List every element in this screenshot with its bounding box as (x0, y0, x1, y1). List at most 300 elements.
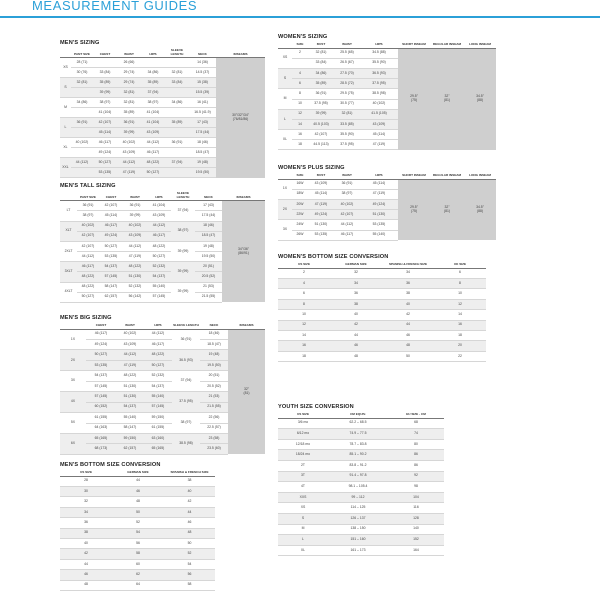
sleeve-cell (165, 128, 189, 138)
hips-cell: 46 (117) (141, 148, 165, 158)
table-row (60, 528, 215, 538)
table-row (278, 299, 486, 309)
chest-cell: 33 (84) (93, 68, 117, 78)
hips-cell: 65 (165) (144, 444, 172, 454)
bust-cell: 35 (89) (308, 79, 334, 89)
table-cell: 3/6 mo (278, 418, 328, 429)
table-cell: 38 (382, 289, 434, 299)
hips-cell: 44 (112) (141, 138, 165, 148)
pant-size-cell (71, 128, 93, 138)
neck-cell: 22 (56) (200, 413, 228, 423)
header-cell: INSEAMS (228, 324, 265, 329)
table-row (60, 58, 265, 68)
chest-cell: 42 (107) (99, 201, 123, 211)
sleeve-cell: 35 (89) (165, 118, 189, 128)
hips-cell: 55 (140) (360, 230, 398, 240)
hips-cell: 46 (117) (144, 340, 172, 350)
table-cell: 56 (112, 538, 164, 548)
chest-cell (93, 58, 117, 68)
bust-cell: 49 (124) (308, 210, 334, 220)
header-cell: EU SIZE - CM (388, 413, 444, 418)
table-cell: 36 (330, 289, 382, 299)
table-row (278, 535, 444, 546)
table-cell: 6 (434, 268, 486, 278)
sleeve-cell: 38.5 (98) (172, 433, 200, 454)
table-cell: 138 – 150 (328, 524, 388, 535)
section-title: WOMEN'S SIZING (278, 34, 328, 40)
table-cell: 28 (60, 476, 112, 486)
chest-cell: 57 (145) (86, 381, 116, 391)
header-cell: HIPS (360, 174, 398, 179)
sleeve-cell: 36.5 (93) (172, 350, 200, 371)
size-label: 2XLT (60, 241, 77, 261)
neck-cell: 20 (51) (200, 371, 228, 381)
header-cell: CHEST (93, 49, 117, 58)
header-cell: SIZE (292, 43, 308, 48)
waist-cell: 44 (112) (117, 158, 141, 168)
hips-cell: 59 (150) (144, 413, 172, 423)
pant-size-cell: 28 (71) (71, 58, 93, 68)
table-cell: 46 (164, 518, 215, 528)
size-label: XXL (60, 158, 71, 178)
chest-cell: 64 (163) (86, 423, 116, 433)
section-title: WOMEN'S BOTTOM SIZE CONVERSION (278, 254, 389, 260)
table-cell: 128 (388, 513, 444, 524)
waist-cell: 26.5 (67) (334, 58, 360, 68)
table-row (60, 486, 215, 496)
chest-cell: 57 (145) (99, 272, 123, 282)
pant-size-cell: 50 (127) (77, 292, 99, 302)
waist-cell: 32 (81) (117, 98, 141, 108)
sleeve-cell: 32 (81) (165, 68, 189, 78)
chest-cell: 62 (157) (99, 292, 123, 302)
waist-cell: 33.5 (85) (334, 119, 360, 129)
table-cell: 50 (112, 507, 164, 517)
waist-cell: 55 (140) (116, 413, 144, 423)
pant-size-cell: 36 (91) (71, 118, 93, 128)
size-cell: 26W (292, 230, 308, 240)
bust-cell: 32 (81) (308, 48, 334, 58)
size-cell: 18 (292, 140, 308, 150)
hips-cell: 38.5 (98) (360, 89, 398, 99)
table-cell: 8 (278, 299, 330, 309)
table-cell: 78.7 – 83.8 (328, 439, 388, 450)
chest-cell: 45 (114) (99, 211, 123, 221)
header-cell: NECK (189, 49, 216, 58)
table-cell: 20 (434, 341, 486, 351)
table-cell: XXS (278, 492, 328, 503)
table-cell: 18 (434, 330, 486, 340)
hips-cell: 57 (145) (147, 292, 171, 302)
sleeve-cell: 38 (97) (172, 413, 200, 434)
table-cell: 116 (388, 503, 444, 514)
bust-cell: 53 (135) (308, 230, 334, 240)
chest-cell: 42 (107) (93, 118, 117, 128)
bust-cell: 51 (130) (308, 220, 334, 230)
bust-cell: 36 (91) (308, 89, 334, 99)
waist-cell: 40 (102) (117, 138, 141, 148)
neck-cell: 18 (46) (189, 138, 216, 148)
table-row (278, 48, 496, 58)
table-cell: 52 (164, 549, 215, 559)
table-row (278, 439, 444, 450)
table-row (60, 201, 265, 211)
size-cell: 14 (292, 119, 308, 129)
hips-cell: 50 (127) (147, 252, 171, 262)
sleeve-cell: 36 (91) (165, 138, 189, 148)
table-row (278, 289, 486, 299)
inseams-cell: 34"/36" (86/91) (222, 201, 265, 303)
size-label: 1X (60, 329, 86, 350)
header-cell: NECK (195, 192, 222, 201)
size-label: XLT (60, 221, 77, 241)
table-cell: 68 (388, 418, 444, 429)
table-cell: 44 (60, 559, 112, 569)
table-cell: 10 (278, 310, 330, 320)
size-cell: 6 (292, 79, 308, 89)
neck-cell: 18 (46) (195, 221, 222, 231)
table-cell: 48 (330, 351, 382, 361)
pant-size-cell: 30 (76) (71, 68, 93, 78)
size-label: 3X (60, 371, 86, 392)
table-row (278, 471, 444, 482)
waist-cell: 47 (119) (116, 360, 144, 370)
hips-cell: 45 (114) (360, 179, 398, 189)
chest-cell: 53 (135) (86, 360, 116, 370)
table-cell: 38 (164, 476, 215, 486)
pant-size-cell: 42 (107) (77, 231, 99, 241)
sleeve-cell: 34 (86) (165, 98, 189, 108)
table-cell: 40 (164, 486, 215, 496)
chest-cell: 35 (89) (93, 78, 117, 88)
table-cell: 44 (330, 330, 382, 340)
header-cell: NECK (200, 324, 228, 329)
neck-cell: 15 (38) (189, 78, 216, 88)
waist-cell: 32 (81) (334, 109, 360, 119)
chest-cell: 60 (152) (86, 402, 116, 412)
size-label: 4XLT (60, 282, 77, 302)
inseams-cell: 32" (81) (228, 329, 265, 454)
hips-cell: 51 (130) (360, 210, 398, 220)
table-cell: 40 (60, 538, 112, 548)
title-rule (0, 16, 600, 18)
waist-cell: 51 (130) (116, 392, 144, 402)
mens-tall-section (60, 183, 265, 303)
header-cell: PANT SIZE (71, 49, 93, 58)
page-title: MEASUREMENT GUIDES (32, 0, 198, 13)
table-row (278, 460, 444, 471)
header-cell: SLEEVE LENGTH (171, 192, 195, 201)
pant-size-cell: 40 (102) (77, 221, 99, 231)
hips-cell: 34 (86) (141, 68, 165, 78)
hips-cell: 46 (117) (147, 231, 171, 241)
size-cell: 16W (292, 179, 308, 189)
table-cell: 36 (60, 518, 112, 528)
header-cell: SIZE (292, 174, 308, 179)
waist-cell: 48 (122) (116, 371, 144, 381)
waist-cell: 58 (147) (116, 423, 144, 433)
hips-cell: 38 (97) (141, 98, 165, 108)
neck-cell: 15.5 (39) (189, 88, 216, 98)
table-cell: 98 (388, 482, 444, 493)
long-inseam-cell: 34.5" (88) (464, 179, 496, 240)
chest-cell: 61 (155) (86, 413, 116, 423)
header-cell: CHEST (86, 324, 116, 329)
table-cell: 46 (60, 570, 112, 580)
size-label: 3XLT (60, 262, 77, 282)
sleeve-cell: 37 (94) (172, 371, 200, 392)
hips-cell: 36.5 (93) (360, 68, 398, 78)
table-cell: 83.8 – 91.2 (328, 460, 388, 471)
table-cell: 52 (112, 518, 164, 528)
short-inseam-cell: 29.5" (75) (398, 179, 430, 240)
header-cell: HIPS (144, 324, 172, 329)
table-cell: 161 – 173 (328, 545, 388, 556)
pant-size-cell: 36 (91) (77, 201, 99, 211)
waist-cell: 28.5 (72) (334, 79, 360, 89)
size-cell: 16 (292, 130, 308, 140)
size-label: 2X (60, 350, 86, 371)
hips-cell: 40 (102) (360, 99, 398, 109)
table-cell: 80 (388, 439, 444, 450)
table-cell: 38 (60, 528, 112, 538)
size-cell: 2 (292, 48, 308, 58)
pant-size-cell: 44 (112) (71, 158, 93, 168)
waist-cell: 40 (102) (334, 199, 360, 209)
neck-cell: 19.5 (50) (195, 252, 222, 262)
size-label: XS (278, 48, 292, 68)
table-cell: 46 (330, 341, 382, 351)
waist-cell: 25.5 (65) (334, 48, 360, 58)
table-cell: 34 (330, 278, 382, 288)
size-label: 1X (278, 179, 292, 199)
bust-cell: 45 (114) (308, 189, 334, 199)
chest-cell: 38 (97) (93, 98, 117, 108)
neck-cell: 23 (58) (200, 433, 228, 443)
regular-inseam-cell: 32" (81) (430, 48, 464, 150)
sleeve-cell (165, 88, 189, 98)
hips-cell: 44 (112) (147, 221, 171, 231)
neck-cell: 17.5 (44) (195, 211, 222, 221)
chest-cell: 45 (114) (93, 128, 117, 138)
header-cell: US SIZE (278, 413, 328, 418)
table-cell: 8 (434, 278, 486, 288)
waist-cell: 43 (109) (116, 340, 144, 350)
waist-cell: 40 (102) (123, 221, 147, 231)
neck-cell: 21 (53) (195, 282, 222, 292)
waist-cell: 38 (97) (334, 189, 360, 199)
pant-size-cell (71, 108, 93, 118)
table-row (60, 538, 215, 548)
table-cell: 42 (164, 497, 215, 507)
hips-cell: 55 (140) (144, 392, 172, 402)
short-inseam-cell: 29.5" (75) (398, 48, 430, 150)
hips-cell: 63 (160) (144, 433, 172, 443)
waist-cell: 27.5 (70) (334, 68, 360, 78)
waist-cell: 47 (119) (117, 168, 141, 178)
waist-cell: 44 (112) (334, 220, 360, 230)
sleeve-cell: 39 (99) (171, 262, 195, 282)
table-cell: 114 – 125 (328, 503, 388, 514)
header-cell: WAIST (117, 49, 141, 58)
pant-size-cell: 38 (97) (77, 211, 99, 221)
waist-cell: 43 (109) (123, 231, 147, 241)
chest-cell: 49 (124) (93, 148, 117, 158)
table-row (278, 513, 444, 524)
header-cell: GERMAN SIZE (112, 471, 164, 476)
neck-cell: 17 (43) (195, 201, 222, 211)
size-cell: 18W (292, 189, 308, 199)
table-row (278, 524, 444, 535)
table-cell: 34 (60, 507, 112, 517)
section-title: MEN'S BOTTOM SIZE CONVERSION (60, 462, 161, 468)
size-cell: 8 (292, 89, 308, 99)
chest-cell: 39 (99) (93, 88, 117, 98)
header-cell: WAIST (334, 43, 360, 48)
womens-bottom-table (278, 263, 486, 362)
hips-cell: 41.5 (105) (360, 109, 398, 119)
hips-cell: 52 (132) (147, 262, 171, 272)
chest-cell: 49 (124) (86, 340, 116, 350)
header-cell: INSEAMS (216, 49, 265, 58)
youth-section (278, 404, 444, 556)
header-cell: SPANISH & FRENCH SIZE (382, 263, 434, 268)
size-cell: 4 (292, 68, 308, 78)
sleeve-cell (165, 148, 189, 158)
table-cell: 92 (388, 471, 444, 482)
header-cell: SPANISH & FRENCH SIZE (164, 471, 215, 476)
womens-sizing-section (278, 34, 496, 150)
table-cell: 48 (112, 497, 164, 507)
table-row (278, 179, 496, 189)
table-cell: 6 (278, 289, 330, 299)
waist-cell: 54 (137) (116, 402, 144, 412)
hips-cell: 44 (112) (144, 329, 172, 339)
section-title: YOUTH SIZE CONVERSION (278, 404, 354, 410)
table-row (278, 330, 486, 340)
chest-cell: 65 (165) (86, 433, 116, 443)
hips-cell: 47 (119) (360, 140, 398, 150)
womens-plus-table (278, 174, 496, 241)
table-row (278, 310, 486, 320)
table-cell: 40 (330, 310, 382, 320)
bust-cell: 33 (84) (308, 58, 334, 68)
table-cell: 32 (60, 497, 112, 507)
neck-cell: 21.5 (55) (195, 292, 222, 302)
table-row (278, 545, 444, 556)
table-cell: 44 (164, 507, 215, 517)
hips-cell: 52 (132) (144, 371, 172, 381)
table-cell: 44 (382, 320, 434, 330)
hips-cell: 50 (127) (144, 360, 172, 370)
waist-cell: 46 (117) (334, 230, 360, 240)
waist-cell: 29 (74) (117, 78, 141, 88)
waist-cell: 47 (119) (123, 252, 147, 262)
sleeve-cell: 37 (94) (171, 201, 195, 221)
header-cell: CM EQUIV. (328, 413, 388, 418)
size-cell: 24W (292, 220, 308, 230)
table-cell: 38 (330, 299, 382, 309)
section-title: MEN'S TALL SIZING (60, 183, 116, 189)
header-cell: GERMAN SIZE (330, 263, 382, 268)
hips-cell: 41 (104) (141, 108, 165, 118)
hips-cell: 49 (124) (360, 199, 398, 209)
neck-cell: 20 (51) (195, 262, 222, 272)
neck-cell: 21.5 (55) (200, 402, 228, 412)
table-cell: 152 (388, 535, 444, 546)
table-row (278, 351, 486, 361)
table-cell: 42 (60, 549, 112, 559)
hips-cell: 48 (122) (141, 158, 165, 168)
header-cell: US SIZE (278, 263, 330, 268)
chest-cell: 54 (137) (99, 262, 123, 272)
neck-cell: 14 (36) (189, 58, 216, 68)
table-cell: 22 (434, 351, 486, 361)
hips-cell: 35.5 (90) (360, 58, 398, 68)
waist-cell: 62 (157) (116, 444, 144, 454)
table-cell: 12/18 mo (278, 439, 328, 450)
table-cell: 40 (382, 299, 434, 309)
table-cell: 6/12 mo (278, 429, 328, 440)
table-cell: 104 (388, 492, 444, 503)
size-label: L (278, 109, 292, 129)
size-cell: 12 (292, 109, 308, 119)
waist-cell: 37.5 (95) (334, 140, 360, 150)
table-cell: 10 (434, 289, 486, 299)
size-label: XL (60, 138, 71, 158)
hips-cell: 37 (94) (141, 88, 165, 98)
hips-cell: 43 (109) (147, 211, 171, 221)
hips-cell: 37.5 (95) (360, 79, 398, 89)
chest-cell: 46 (117) (86, 329, 116, 339)
chest-cell: 49 (124) (99, 231, 123, 241)
table-row (278, 482, 444, 493)
table-cell: 12 (278, 320, 330, 330)
pant-size-cell: 48 (122) (77, 272, 99, 282)
table-cell: 16 (278, 341, 330, 351)
neck-cell: 18.5 (47) (200, 340, 228, 350)
neck-cell: 19 (48) (195, 241, 222, 251)
header-cell: REGULAR INSEAM (430, 174, 464, 179)
pant-size-cell: 46 (117) (77, 262, 99, 272)
hips-cell: 43 (109) (360, 119, 398, 129)
waist-cell: 44 (112) (116, 350, 144, 360)
sleeve-cell (165, 58, 189, 68)
table-row (60, 580, 215, 590)
table-cell: M (278, 524, 328, 535)
chest-cell: 53 (135) (99, 252, 123, 262)
pant-size-cell (71, 148, 93, 158)
bust-cell: 34 (86) (308, 68, 334, 78)
section-title: MEN'S BIG SIZING (60, 315, 112, 321)
neck-cell: 19 (48) (189, 158, 216, 168)
chest-cell: 58 (147) (99, 282, 123, 292)
waist-cell: 39 (99) (123, 211, 147, 221)
neck-cell: 21 (53) (200, 392, 228, 402)
waist-cell: 26 (66) (117, 58, 141, 68)
waist-cell: 51 (130) (123, 272, 147, 282)
chest-cell: 68 (173) (86, 444, 116, 454)
hips-cell (141, 58, 165, 68)
table-cell: 4T (278, 482, 328, 493)
mens-big-table (60, 324, 265, 455)
sleeve-cell: 37 (94) (165, 158, 189, 168)
header-cell: PANT SIZE (77, 192, 99, 201)
size-cell: 10 (292, 99, 308, 109)
section-title: WOMEN'S PLUS SIZING (278, 165, 345, 171)
mens-sizing-section (60, 40, 265, 178)
size-cell: 20W (292, 199, 308, 209)
